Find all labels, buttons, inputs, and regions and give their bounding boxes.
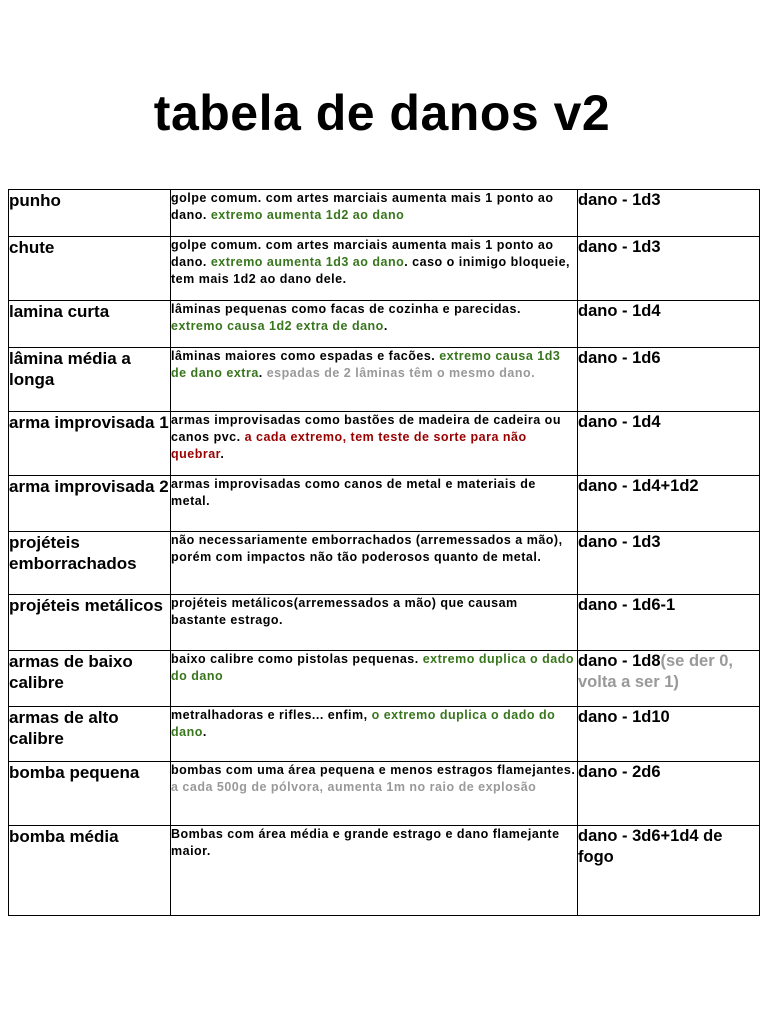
table-row	[9, 826, 760, 916]
description-text: o extremo duplica o dado do dano	[171, 708, 556, 739]
table-row	[9, 707, 760, 762]
description-text: extremo duplica o dado do dano	[171, 652, 575, 683]
weapon-name-cell: punho	[9, 190, 171, 237]
damage-table-body	[9, 190, 760, 916]
description-text: a cada 500g de pólvora, aumenta 1m no raio de explosão	[171, 780, 537, 794]
weapon-description-cell	[171, 707, 578, 762]
damage-value-cell	[578, 762, 760, 826]
description-text: armas improvisadas como bastões de madeira de cadeira ou canos pvc.	[171, 413, 561, 444]
weapon-name-cell: arma improvisada 2	[9, 476, 171, 532]
description-text: .	[383, 319, 388, 333]
description-text: espadas de 2 lâminas têm o mesmo dano.	[266, 366, 536, 380]
description-text: a cada extremo, tem teste de sorte para não quebrar	[171, 430, 527, 461]
weapon-description-cell	[171, 651, 578, 707]
damage-text: dano - 2d6	[578, 763, 661, 781]
description-text: extremo causa 1d3 de dano extra	[171, 349, 561, 380]
description-text: extremo causa 1d2 extra de dano	[171, 319, 384, 333]
damage-text: dano - 1d4	[578, 302, 661, 320]
damage-text: dano - 1d6-1	[578, 596, 676, 614]
damage-text: dano - 1d3	[578, 238, 661, 256]
damage-value-cell	[578, 301, 760, 348]
weapon-description-cell	[171, 826, 578, 916]
description-text: . caso o inimigo bloqueie, tem mais 1d2 ao dano dele.	[171, 255, 571, 286]
table-row	[9, 651, 760, 707]
table-row	[9, 348, 760, 412]
weapon-name-cell: arma improvisada 1	[9, 412, 171, 476]
description-text: bombas com uma área pequena e menos estragos flamejantes.	[171, 763, 576, 777]
damage-value-cell	[578, 412, 760, 476]
description-text: golpe comum. com artes marciais aumenta mais 1 ponto ao dano.	[171, 191, 554, 222]
damage-value-cell	[578, 532, 760, 595]
damage-text: dano - 1d3	[578, 191, 661, 209]
damage-value-cell	[578, 348, 760, 412]
damage-table	[8, 189, 760, 916]
weapon-name-cell: lamina curta	[9, 301, 171, 348]
weapon-name-cell: bomba média	[9, 826, 171, 916]
description-text: extremo aumenta 1d3 ao dano	[210, 255, 405, 269]
description-text: não necessariamente emborrachados (arremessados a mão), porém com impactos não tão poderosos quanto de metal.	[171, 533, 563, 564]
weapon-description-cell	[171, 412, 578, 476]
description-text: lâminas maiores como espadas e facões.	[171, 349, 440, 363]
description-text: Bombas com área média e grande estrago e dano flamejante maior.	[171, 827, 560, 858]
description-text: extremo aumenta 1d2 ao dano	[210, 208, 405, 222]
damage-value-cell	[578, 237, 760, 301]
weapon-description-cell	[171, 237, 578, 301]
description-text: metralhadoras e rifles... enfim,	[171, 708, 372, 722]
description-text: golpe comum. com artes marciais aumenta mais 1 ponto ao dano.	[171, 238, 554, 269]
weapon-description-cell	[171, 476, 578, 532]
weapon-description-cell	[171, 190, 578, 237]
damage-value-cell	[578, 707, 760, 762]
table-row	[9, 301, 760, 348]
description-text: projéteis metálicos(arremessados a mão) que causam bastante estrago.	[171, 596, 518, 627]
description-text: lâminas pequenas como facas de cozinha e parecidas.	[171, 302, 521, 316]
damage-text: dano - 1d6	[578, 349, 661, 367]
weapon-name-cell: projéteis emborrachados	[9, 532, 171, 595]
page-title: tabela de danos v2	[153, 85, 611, 141]
table-row	[9, 237, 760, 301]
damage-value-cell	[578, 190, 760, 237]
description-text: .	[220, 447, 225, 461]
damage-text: (se der 0, volta a ser 1)	[578, 652, 733, 691]
weapon-name-cell: lâmina média a longa	[9, 348, 171, 412]
table-row	[9, 595, 760, 651]
damage-value-cell	[578, 826, 760, 916]
description-text: armas improvisadas como canos de metal e materiais de metal.	[171, 477, 536, 508]
description-text: baixo calibre como pistolas pequenas.	[171, 652, 423, 666]
damage-text: dano - 1d10	[578, 708, 670, 726]
weapon-name-cell: projéteis metálicos	[9, 595, 171, 651]
table-row	[9, 762, 760, 826]
table-row	[9, 412, 760, 476]
weapon-description-cell	[171, 762, 578, 826]
damage-text: dano - 1d8	[578, 652, 661, 670]
damage-value-cell	[578, 595, 760, 651]
weapon-name-cell: chute	[9, 237, 171, 301]
description-text: .	[258, 366, 267, 380]
damage-value-cell	[578, 476, 760, 532]
weapon-description-cell	[171, 301, 578, 348]
weapon-description-cell	[171, 348, 578, 412]
damage-text: dano - 1d4+1d2	[578, 477, 699, 495]
weapon-description-cell	[171, 595, 578, 651]
table-row	[9, 190, 760, 237]
damage-text: dano - 1d4	[578, 413, 661, 431]
damage-text: dano - 3d6+1d4 de fogo	[578, 827, 723, 866]
weapon-description-cell	[171, 532, 578, 595]
damage-value-cell	[578, 651, 760, 707]
weapon-name-cell: bomba pequena	[9, 762, 171, 826]
description-text: .	[202, 725, 207, 739]
weapon-name-cell: armas de baixo calibre	[9, 651, 171, 707]
table-row	[9, 532, 760, 595]
damage-text: dano - 1d3	[578, 533, 661, 551]
weapon-name-cell: armas de alto calibre	[9, 707, 171, 762]
table-row	[9, 476, 760, 532]
